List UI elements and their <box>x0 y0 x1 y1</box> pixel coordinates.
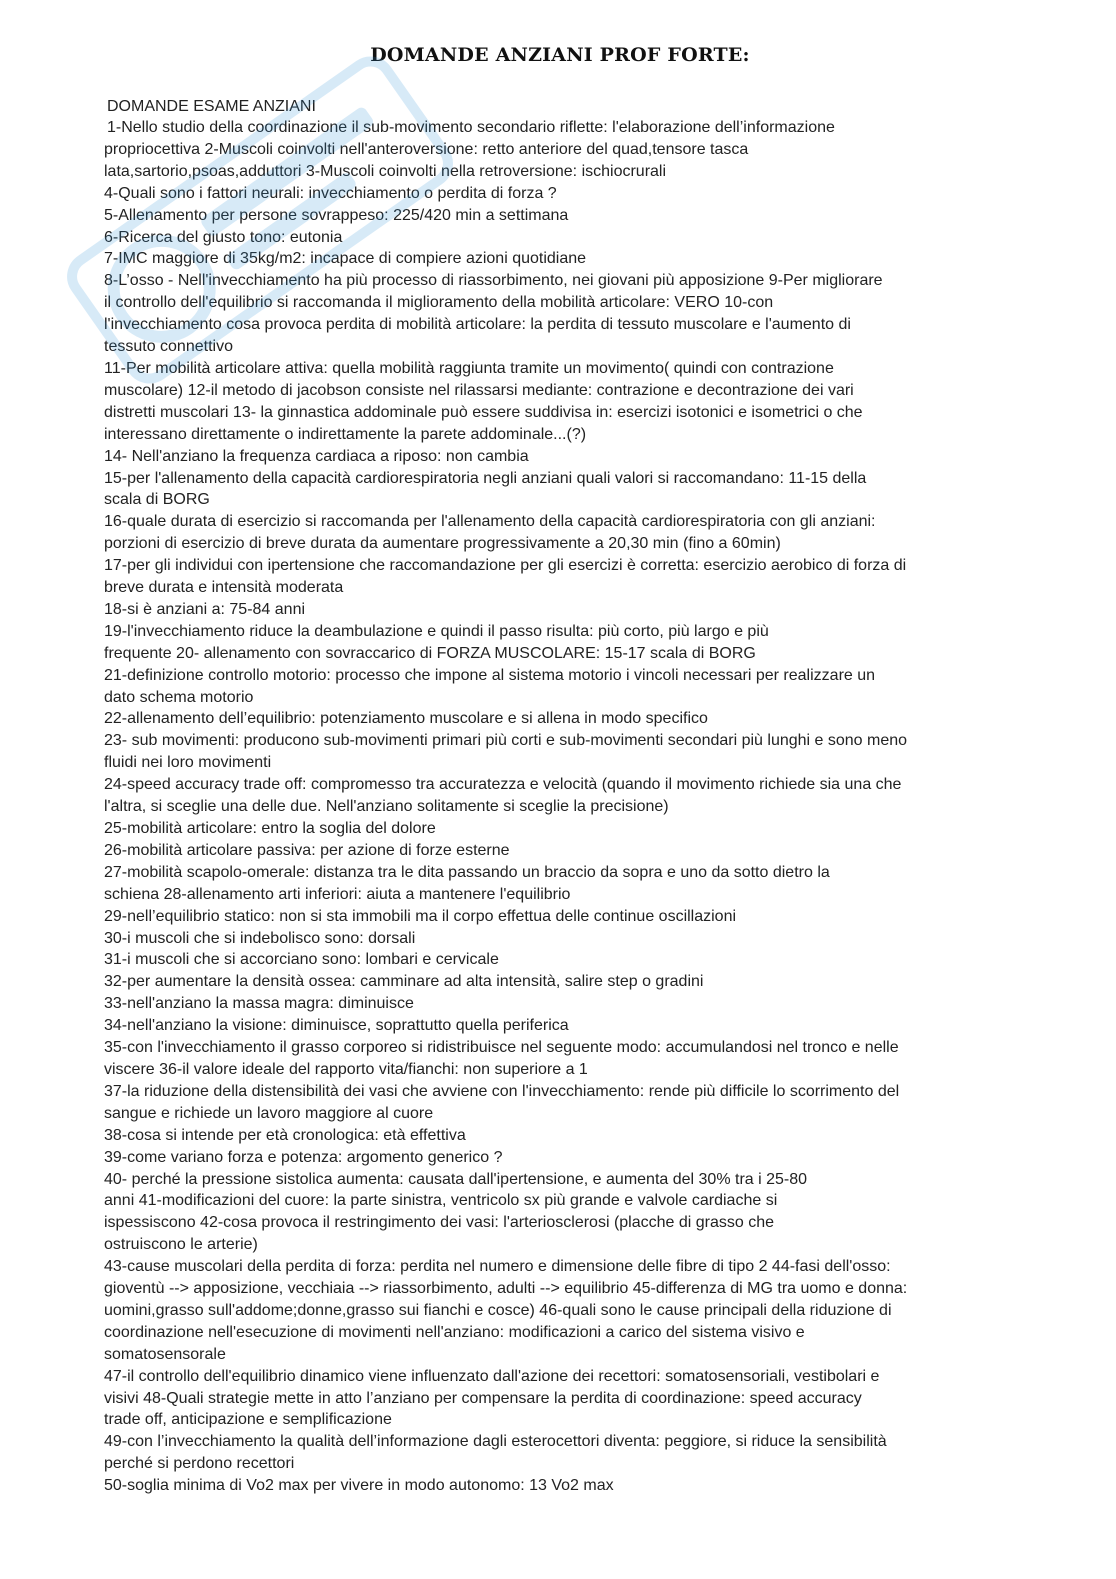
text-line: 32-per aumentare la densità ossea: camminare ad alta intensità, salire step o gradini <box>104 973 704 991</box>
text-line: il controllo dell'equilibrio si raccomanda il miglioramento della mobilità articolare: VERO 10-con <box>104 294 774 312</box>
text-line: 18-si è anziani a: 75-84 anni <box>104 600 306 618</box>
text-line: tessuto connettivo <box>104 338 233 356</box>
text-line: uomini,grasso sull'addome;donne,grasso sui fianchi e cosce) 46-quali sono le cause principali della riduzione di <box>104 1301 892 1319</box>
text-line: 34-nell'anziano la visione: diminuisce, soprattutto quella periferica <box>104 1017 569 1035</box>
text-line: frequente 20- allenamento con sovraccarico di FORZA MUSCOLARE: 15-17 scala di BORG <box>104 644 756 662</box>
text-line: interessano direttamente o indirettamente la parete addominale...(?) <box>104 425 587 443</box>
text-line: muscolare) 12-il metodo di jacobson consiste nel rilassarsi mediante: contrazione e decontrazione dei vari <box>104 381 854 399</box>
text-line: 47-il controllo dell'equilibrio dinamico viene influenzato dall'azione dei recettori: somatosensoriali, vestibolari e <box>104 1367 880 1385</box>
text-line: 40- perché la pressione sistolica aumenta: causata dall'ipertensione, e aumenta del 30% tra i 25-80 <box>104 1170 808 1188</box>
text-line: 43-cause muscolari della perdita di forza: perdita nel numero e dimensione delle fibre di tipo 2 44-fasi dell'osso: <box>104 1258 891 1276</box>
text-line: 27-mobilità scapolo-omerale: distanza tra le dita passando un braccio da sopra e uno da sotto dietro la <box>104 863 830 881</box>
text-line: 21-definizione controllo motorio: processo che impone al sistema motorio i vincoli necessari per realizzare un <box>104 666 876 684</box>
text-line: l'invecchiamento cosa provoca perdita di mobilità articolare: la perdita di tessuto muscolare e l'aumento di <box>104 316 851 334</box>
text-line: coordinazione nell'esecuzione di movimenti nell'anziano: modificazioni a carico del sistema visivo e <box>104 1323 805 1341</box>
text-line: 49-con l’invecchiamento la qualità dell’informazione dagli esterocettori diventa: peggiore, si riduce la sensibilità <box>104 1433 887 1451</box>
text-line: l'altra, si sceglie una delle due. Nell'anziano solitamente si sceglie la precisione) <box>104 798 669 816</box>
text-line: perché si perdono recettori <box>104 1455 295 1473</box>
text-line: propriocettiva 2-Muscoli coinvolti nell'anteroversione: retto anteriore del quad,tensore tasca <box>104 140 749 158</box>
document-subtitle: DOMANDE ESAME ANZIANI <box>107 98 316 115</box>
text-line: 16-quale durata di esercizio si raccomanda per l'allenamento della capacità cardiorespiratoria con gli anziani: <box>104 513 876 531</box>
text-line: 5-Allenamento per persone sovrappeso: 225/420 min a settimana <box>104 206 569 224</box>
text-line: 37-la riduzione della distensibilità dei vasi che avviene con l'invecchiamento: rende più difficile lo scorrimento del <box>104 1082 900 1100</box>
text-line: 25-mobilità articolare: entro la soglia del dolore <box>104 820 436 837</box>
text-line: 17-per gli individui con ipertensione che raccomandazione per gli esercizi è corretta: esercizio aerobico di forza di <box>104 557 907 575</box>
text-line: distretti muscolari 13- la ginnastica addominale può essere suddivisa in: esercizi isotonici e isometrici o che <box>104 403 863 421</box>
text-line: 8-L’osso - Nell'invecchiamento ha più processo di riassorbimento, nei giovani più apposizione 9-Per migliorare <box>104 272 883 290</box>
text-line: 7-IMC maggiore di 35kg/m2: incapace di compiere azioni quotidiane <box>104 250 587 268</box>
text-line: schiena 28-allenamento arti inferiori: aiuta a mantenere l'equilibrio <box>104 885 571 903</box>
document-title: DOMANDE ANZIANI PROF FORTE: <box>370 44 750 66</box>
text-line: fluidi nei loro movimenti <box>104 754 272 772</box>
text-line: gioventù --> apposizione, vecchiaia --> riassorbimento, adulti --> equilibrio 45-differenza di MG tra uomo e donna: <box>104 1280 908 1298</box>
text-line: breve durata e intensità moderata <box>104 579 344 597</box>
text-line: 29-nell’equilibrio statico: non si sta immobili ma il corpo effettua delle continue oscillazioni <box>104 907 737 925</box>
text-line: 31-i muscoli che si accorciano sono: lombari e cervicale <box>104 951 499 969</box>
text-line: 39-come variano forza e potenza: argomento generico ? <box>104 1148 503 1166</box>
text-line: 6-Ricerca del giusto tono: eutonia <box>104 228 343 246</box>
question-list <box>104 117 1046 1497</box>
text-line: trade off, anticipazione e semplificazione <box>104 1411 392 1429</box>
text-line: 38-cosa si intende per età cronologica: età effettiva <box>104 1126 466 1144</box>
text-line: ispessiscono 42-cosa provoca il restringimento dei vasi: l'arteriosclerosi (placche di grasso che <box>104 1214 775 1232</box>
text-line: 33-nell'anziano la massa magra: diminuisce <box>104 995 414 1013</box>
text-line: 50-soglia minima di Vo2 max per vivere in modo autonomo: 13 Vo2 max <box>104 1477 614 1495</box>
text-line: dato schema motorio <box>104 688 254 706</box>
text-line: 19-l'invecchiamento riduce la deambulazione e quindi il passo risulta: più corto, più largo e più <box>104 622 769 640</box>
text-line: 30-i muscoli che si indebolisco sono: dorsali <box>104 929 416 947</box>
text-line: 26-mobilità articolare passiva: per azione di forze esterne <box>104 841 510 859</box>
text-line: 22-allenamento dell’equilibrio: potenziamento muscolare e si allena in modo specifico <box>104 710 708 728</box>
text-line: 23- sub movimenti: producono sub-movimenti primari più corti e sub-movimenti secondari più lunghi e sono meno <box>104 732 908 750</box>
text-line: lata,sartorio,psoas,adduttori 3-Muscoli coinvolti nella retroversione: ischiocrurali <box>104 162 667 180</box>
text-line: sangue e richiede un lavoro maggiore al cuore <box>104 1104 434 1122</box>
text-line: porzioni di esercizio di breve durata da aumentare progressivamente a 20,30 min (fino a 60min) <box>104 535 781 553</box>
text-line: viscere 36-il valore ideale del rapporto vita/fianchi: non superiore a 1 <box>104 1060 588 1078</box>
text-line: scala di BORG <box>104 491 210 509</box>
text-line: ostruiscono le arterie) <box>104 1236 258 1254</box>
text-line: anni 41-modificazioni del cuore: la parte sinistra, ventricolo sx più grande e valvole cardiache si <box>104 1192 778 1210</box>
text-line: visivi 48-Quali strategie mette in atto l’anziano per compensare la perdita di coordinazione: speed accuracy <box>104 1389 862 1407</box>
text-line: 24-speed accuracy trade off: compromesso tra accuratezza e velocità (quando il movimento richiede sia una che <box>104 776 902 794</box>
text-line: somatosensorale <box>104 1345 226 1363</box>
text-line: 35-con l'invecchiamento il grasso corporeo si ridistribuisce nel seguente modo: accumulandosi nel tronco e nelle <box>104 1039 899 1057</box>
text-line: 1-Nello studio della coordinazione il sub-movimento secondario riflette: l'elaborazione dell’informazione <box>107 119 835 136</box>
text-line: 14- Nell'anziano la frequenza cardiaca a riposo: non cambia <box>104 447 529 465</box>
text-line: 15-per l'allenamento della capacità cardiorespiratoria negli anziani quali valori si raccomandano: 11-15 della <box>104 469 867 487</box>
text-line: 4-Quali sono i fattori neurali: invecchiamento o perdita di forza ? <box>104 184 557 202</box>
text-line: 11-Per mobilità articolare attiva: quella mobilità raggiunta tramite un movimento( quindi con contrazione <box>104 359 834 377</box>
